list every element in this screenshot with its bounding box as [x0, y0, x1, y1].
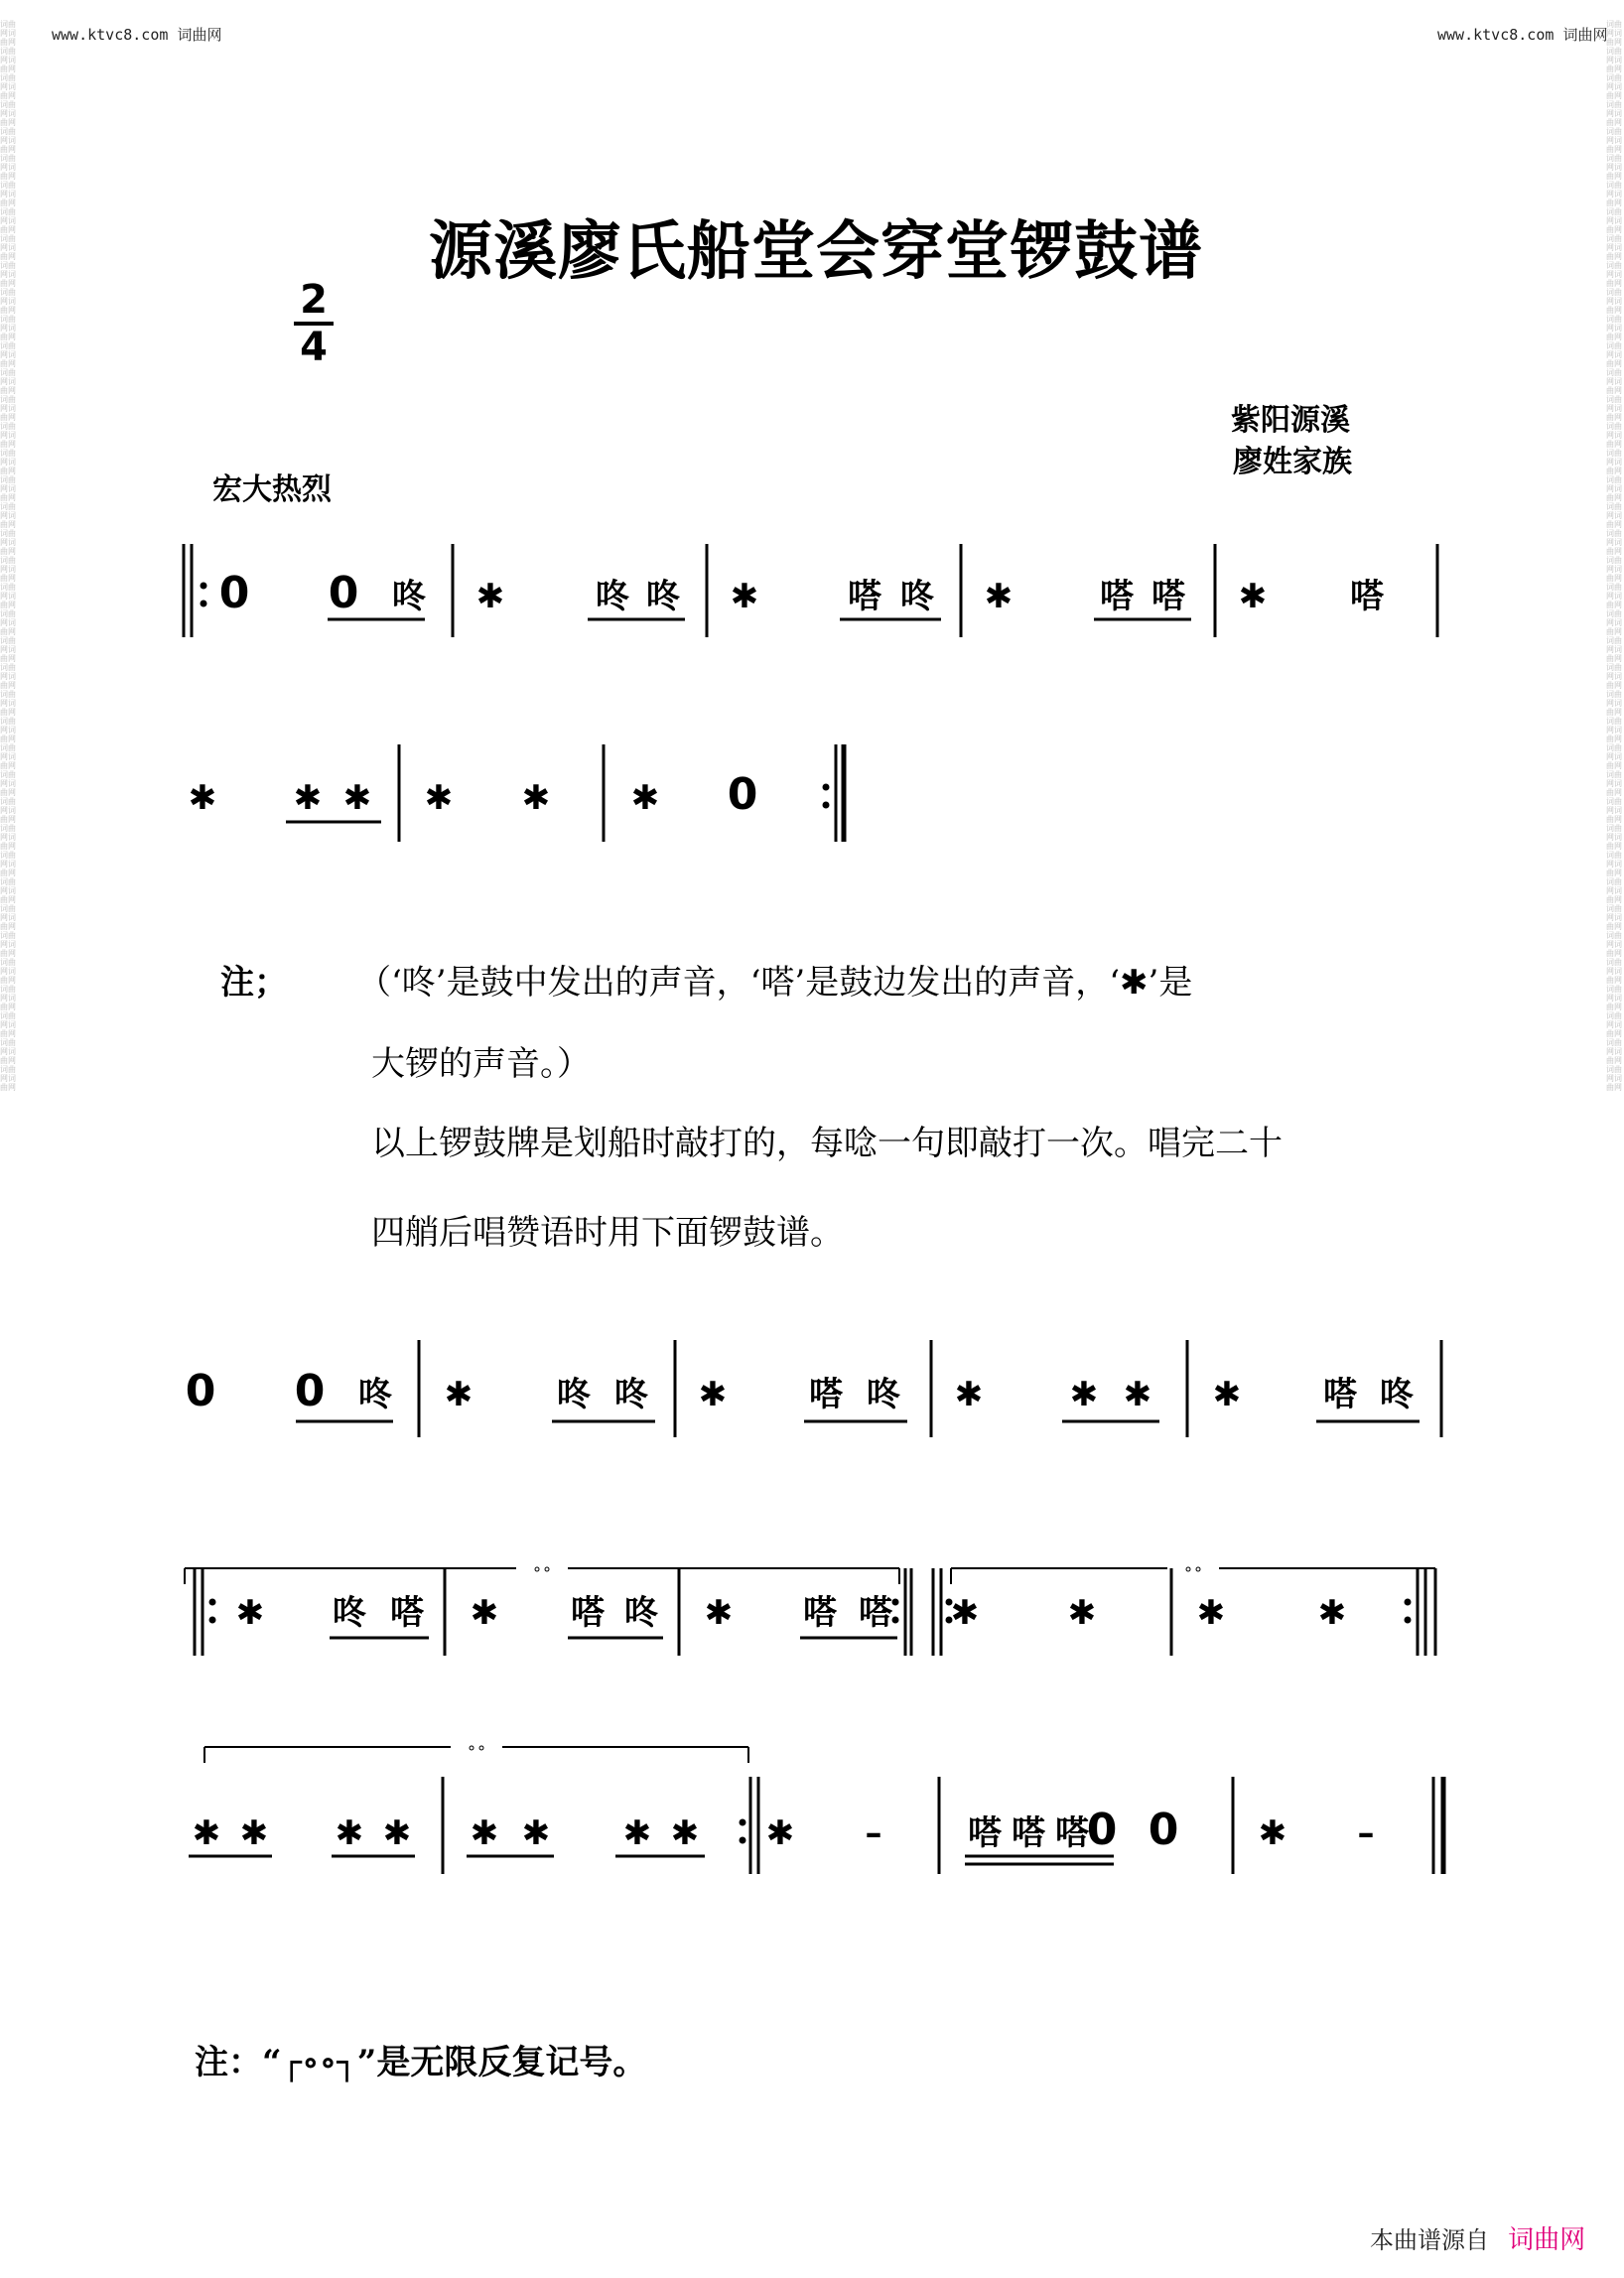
dong-note: 咚	[333, 1593, 366, 1633]
attribution-line1: 紫阳源溪	[1231, 403, 1350, 438]
note1-line4: 四艄后唱赞语时用下面锣鼓谱。	[371, 1213, 844, 1253]
header-left-site: www.ktvc8.com	[52, 26, 169, 44]
repeat-dot	[209, 1599, 216, 1606]
right-watermark: 词曲网词曲网词曲网词曲网词曲网词曲网词曲网词曲网词曲网词曲网词曲网词曲网词曲网词曲网词曲网词曲网词曲网词曲网词曲网词曲网词曲网词曲网词曲网词曲网词曲网词曲网词曲网词曲网词曲网词曲网词曲网词曲网词曲网词曲网词曲网词曲网词曲网词曲网词曲网词曲网词曲网词曲网词曲网词曲网词曲网词曲网词曲网词曲网词曲网词曲网词曲网词曲网词曲网词曲网词曲网词曲网词曲网词曲网词曲网词曲网词曲网词曲网词曲网词曲网词曲网词曲网词曲网词曲网词曲网词曲网词曲网词曲网词曲网词曲网词曲网词曲网词曲网词曲网词曲网词曲网	[1606, 20, 1622, 1092]
repeat-dot	[201, 583, 207, 590]
gong-note: ✱	[192, 1813, 221, 1853]
gong-note: ✱	[1258, 1813, 1287, 1853]
dong-note: 咚	[392, 577, 426, 616]
sustain-dash: –	[1357, 1813, 1375, 1853]
gong-note: ✱	[235, 1593, 265, 1633]
gong-note: ✱	[521, 1813, 551, 1853]
gong-note: ✱	[954, 1375, 984, 1414]
ta-note: 嗒	[1350, 577, 1384, 616]
dong-note: 咚	[557, 1375, 591, 1414]
tempo-marking: 宏大热烈	[212, 472, 332, 507]
ta-note: 嗒	[1151, 577, 1185, 616]
ta-note: 嗒	[859, 1593, 892, 1633]
footer-source: 本曲谱源自	[1370, 2226, 1489, 2254]
gong-note: ✱	[730, 577, 759, 616]
repeat-dot	[823, 784, 830, 791]
time-signature-top: 2	[300, 277, 328, 323]
gong-note: ✱	[670, 1813, 700, 1853]
repeat-dot	[892, 1599, 899, 1606]
gong-note: ✱	[1212, 1375, 1242, 1414]
rest-note: 0	[294, 1366, 326, 1416]
rest-note: 0	[218, 568, 250, 618]
repeat-dot	[201, 601, 207, 607]
repeat-dot	[740, 1819, 746, 1826]
ta-note: 嗒	[1323, 1375, 1357, 1414]
repeat-dot	[740, 1837, 746, 1844]
gong-note: ✱	[622, 1813, 652, 1853]
ta-note: 嗒	[848, 577, 881, 616]
ta-note: 嗒	[1100, 577, 1134, 616]
header-right-site: www.ktvc8.com	[1437, 26, 1555, 44]
repeat-dots: ∘∘	[531, 1559, 553, 1578]
gong-note: ✱	[470, 1593, 499, 1633]
gong-note: ✱	[1238, 577, 1268, 616]
gong-note: ✱	[704, 1593, 734, 1633]
dong-note: 咚	[614, 1375, 648, 1414]
footer	[1370, 2219, 1585, 2256]
header-left-brand: 词曲网	[177, 26, 222, 44]
rest-note: 0	[727, 769, 758, 820]
gong-note: ✱	[470, 1813, 499, 1853]
rest-note: 0	[1086, 1805, 1118, 1855]
footer-brand: 词曲网	[1508, 2225, 1586, 2255]
note1-label: 注；	[220, 963, 288, 1003]
dong-note: 咚	[596, 577, 629, 616]
gong-note: ✱	[293, 778, 323, 818]
ta-note: 嗒	[571, 1593, 605, 1633]
gong-note: ✱	[698, 1375, 728, 1414]
sustain-dash: –	[865, 1813, 882, 1853]
page-title: 源溪廖氏船堂会穿堂锣鼓谱	[429, 215, 1203, 289]
gong-note: ✱	[950, 1593, 980, 1633]
note1-line3: 以上锣鼓牌是划船时敲打的，每唸一句即敲打一次。唱完二十	[371, 1124, 1283, 1163]
rest-note: 0	[1148, 1805, 1179, 1855]
gong-note: ✱	[1196, 1593, 1226, 1633]
rest-note: 0	[328, 568, 359, 618]
gong-note: ✱	[335, 1813, 364, 1853]
time-signature-bottom: 4	[300, 325, 328, 370]
gong-note: ✱	[444, 1375, 474, 1414]
ta-note: 嗒	[1012, 1813, 1045, 1853]
note1-line2: 大锣的声音。）	[371, 1044, 591, 1084]
gong-note: ✱	[475, 577, 505, 616]
ta-note: 嗒	[1055, 1813, 1089, 1853]
left-watermark: 词曲网词曲网词曲网词曲网词曲网词曲网词曲网词曲网词曲网词曲网词曲网词曲网词曲网词曲网词曲网词曲网词曲网词曲网词曲网词曲网词曲网词曲网词曲网词曲网词曲网词曲网词曲网词曲网词曲网词曲网词曲网词曲网词曲网词曲网词曲网词曲网词曲网词曲网词曲网词曲网词曲网词曲网词曲网词曲网词曲网词曲网词曲网词曲网词曲网词曲网词曲网词曲网词曲网词曲网词曲网词曲网词曲网词曲网词曲网词曲网词曲网词曲网词曲网词曲网词曲网词曲网词曲网词曲网词曲网词曲网词曲网词曲网词曲网词曲网词曲网词曲网词曲网词曲网词曲网词曲网	[0, 20, 16, 1092]
ta-note: 嗒	[803, 1593, 837, 1633]
dong-note: 咚	[646, 577, 680, 616]
repeat-dot	[1405, 1617, 1412, 1624]
gong-note: ✱	[342, 778, 372, 818]
gong-note: ✱	[188, 778, 217, 818]
repeat-dot	[1405, 1599, 1412, 1606]
repeat-dot	[823, 802, 830, 809]
gong-note: ✱	[984, 577, 1014, 616]
gong-note: ✱	[765, 1813, 795, 1853]
dong-note: 咚	[358, 1375, 392, 1414]
gong-note: ✱	[1067, 1593, 1097, 1633]
ta-note: 嗒	[809, 1375, 843, 1414]
repeat-dot	[209, 1617, 216, 1624]
dong-note: 咚	[900, 577, 934, 616]
dong-note: 咚	[624, 1593, 658, 1633]
rest-note: 0	[185, 1366, 216, 1416]
attribution-line2: 廖姓家族	[1233, 445, 1352, 479]
gong-note: ✱	[630, 778, 660, 818]
gong-note: ✱	[382, 1813, 412, 1853]
ta-note: 嗒	[968, 1813, 1002, 1853]
gong-note: ✱	[1069, 1375, 1099, 1414]
dong-note: 咚	[1380, 1375, 1414, 1414]
note2: 注：“┌∘∘┐”是无限反复记号。	[195, 2043, 647, 2082]
dong-note: 咚	[867, 1375, 900, 1414]
header-right-brand: 词曲网	[1562, 26, 1608, 44]
gong-note: ✱	[424, 778, 454, 818]
ta-note: 嗒	[390, 1593, 424, 1633]
repeat-dots: ∘∘	[466, 1738, 487, 1757]
gong-note: ✱	[1317, 1593, 1347, 1633]
repeat-dot	[892, 1617, 899, 1624]
repeat-dots: ∘∘	[1182, 1559, 1204, 1578]
gong-note: ✱	[1123, 1375, 1152, 1414]
gong-note: ✱	[239, 1813, 269, 1853]
gong-note: ✱	[521, 778, 551, 818]
note1-line1: （‘咚’是鼓中发出的声音，‘嗒’是鼓边发出的声音，‘✱’是	[357, 963, 1193, 1003]
